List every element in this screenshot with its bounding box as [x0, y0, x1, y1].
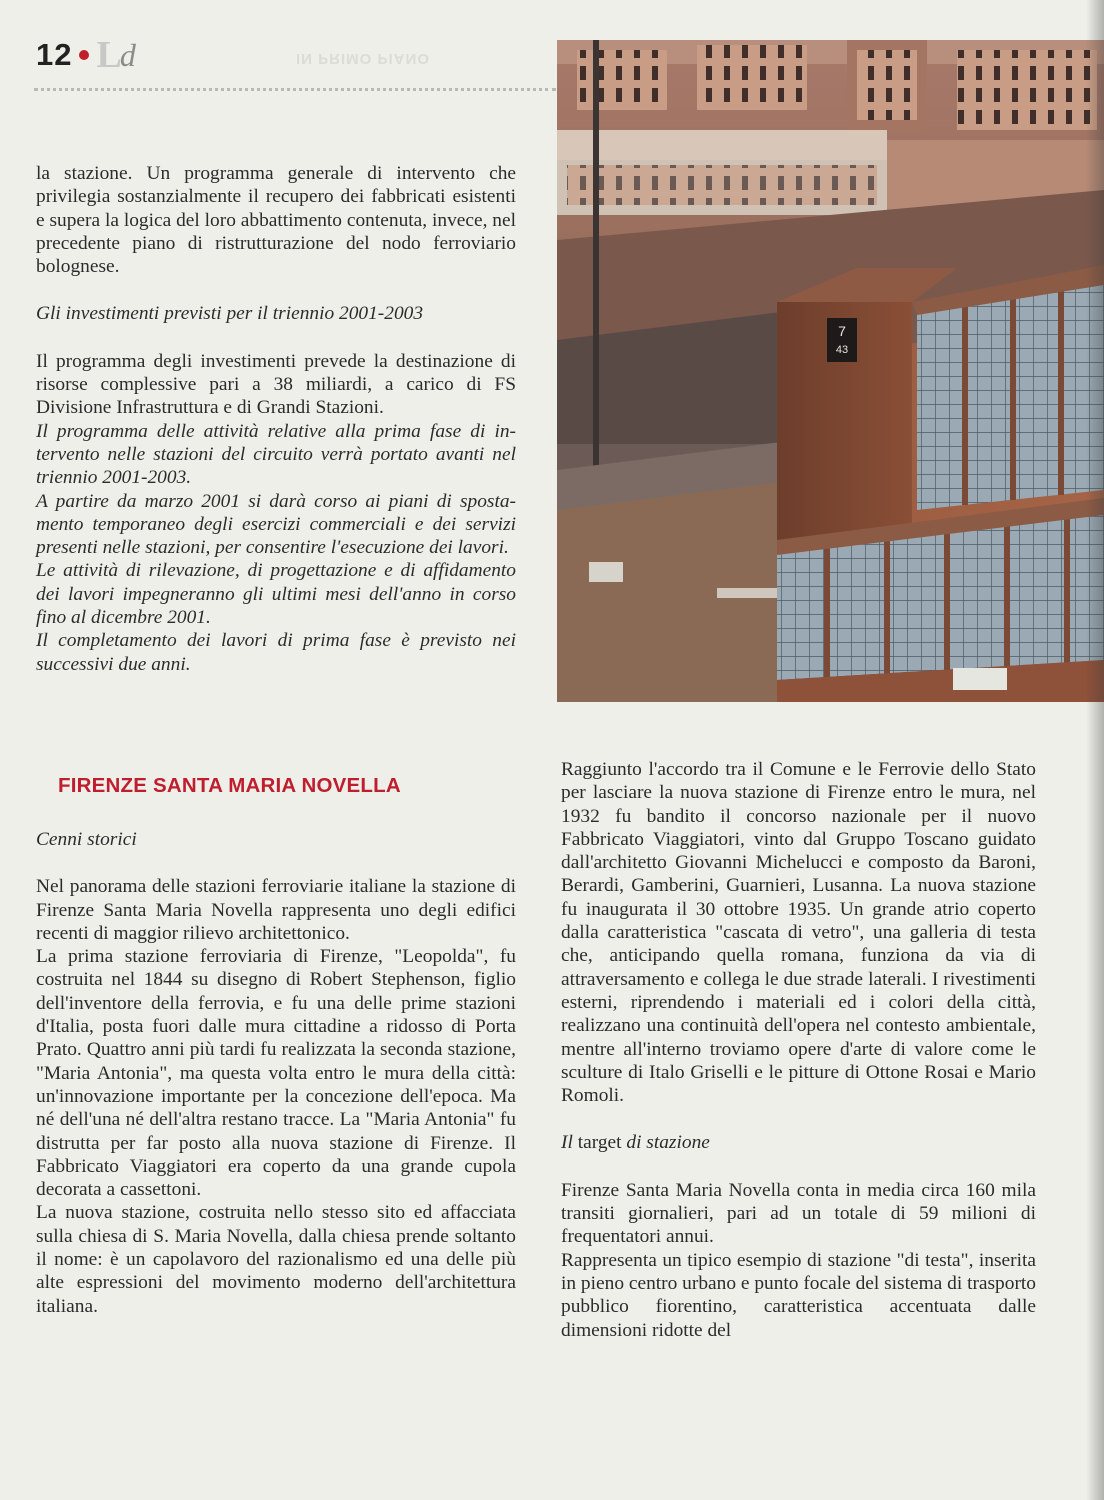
history-paragraph: La prima stazione ferroviaria di Firenze, "Leopolda", fu costruita nel 1844 su disegno di Robert Stephenson, figlio dell'inventore della ferrovia, e fu una delle prime stazioni d'Italia, posta fuori dalle mura cittadine a ridosso di Porta Prato. Quattro anni più tardi fu realizzata la seconda stazione, "Maria Antonia", ma questa volta entro le mura della città: un'innovazione importante per la concezione dell'epoca. Ma né dell'una né dell'altra restano tracce. La "Maria Antonia" fu distrutta per far posto alla nuova stazione di Firenze. Il Fabbricato Viaggiatori era coperto da una grande cupola decorata a cassettoni.	[36, 946, 516, 1201]
tower-sign-bottom: 43	[835, 344, 849, 356]
page-folio	[36, 36, 136, 74]
history-paragraph: La nuova stazione, costruita nello stesso sito ed affacciata sulla chiesa di S. Maria Novella, dalla chiesa prende soltanto il nome: è un capolavoro del razionalismo ed una delle più alte espressioni del movimento moderno dell'architettura italiana.	[36, 1202, 516, 1317]
investments-paragraph: Il programma degli investimenti prevede la destinazione di risorse complessive pari a 38 miliardi, a carico di FS Divisione Infrastruttura e di Grandi Stazioni.	[36, 350, 516, 419]
italic-paragraph: Le attività di rilevazione, di progettazione e di affidamento dei lavori impegneranno gli ultimi mesi dell'anno in corso fino al dicembre 2001.	[36, 560, 516, 629]
section-heading: FIRENZE SANTA MARIA NOVELLA	[58, 774, 401, 797]
target-paragraph: Firenze Santa Maria Novella conta in media circa 160 mila transiti giornalieri, pari ad un totale di 59 milioni di frequentatori annui.	[561, 1179, 1036, 1248]
magazine-logo-letter: L	[96, 34, 122, 76]
show-through-section-header: IN PRIMO PIANO	[296, 50, 431, 67]
competition-paragraph: Raggiunto l'accordo tra il Comune e le Ferrovie dello Stato per lasciare la nuova stazione di Firenze entro le mura, nel 1932 fu bandito il concorso nazionale per il nuovo Fabbricato Viaggiatori, vinto dal Gruppo Toscano guidato dall'architetto Giovanni Michelucci e composto da Baroni, Berardi, Gamberini, Guarnieri, Lusanna. La nuova stazione fu inaugurata il 30 ottobre 1935. Un grande atrio coperto dalla caratteristica "cascata di vetro", una galleria di testa che, anticipando quella romana, funziona da via di attraversamento e collega le due strade laterali. I rivestimenti esterni, riprendendo i materiali ed i colori della città, realizzano una continuità dell'opera nel contesto ambientale, mentre all'interno troviamo opere d'arte di valore come le sculture di Italo Griselli e le pitture di Ottone Rosai e Mario Romoli.	[561, 759, 1036, 1107]
page-gutter-shadow	[1086, 0, 1104, 1500]
left-column-top	[36, 162, 516, 676]
italic-paragraph: Il completamento dei lavori di prima fase è previsto nei successivi due anni.	[36, 630, 516, 675]
target-subheading-rest: di stazione	[626, 1132, 710, 1154]
page-number: 12	[36, 37, 73, 72]
target-subheading	[561, 1131, 1036, 1154]
tower-sign-top: 7	[838, 323, 846, 339]
target-subheading-target: target	[577, 1132, 622, 1154]
history-subheading: Cenni storici	[36, 829, 137, 850]
red-bullet-icon	[79, 50, 89, 60]
italic-paragraph: A partire da marzo 2001 si darà corso ai piani di spostamento temporaneo degli esercizi commerciali e dei servizi presenti nelle stazioni, per consentire l'esecuzione dei lavori.	[36, 490, 516, 559]
target-subheading-il: Il	[561, 1132, 573, 1154]
station-photo	[557, 40, 1104, 702]
target-paragraph: Rappresenta un tipico esempio di stazione "di testa", inserita in pieno centro urbano e punto focale del sistema di trasporto pubblico fiorentino, caratteristica accentuata dalle dimensioni ridotte del	[561, 1249, 1036, 1341]
right-column	[561, 758, 1036, 1342]
header-dotted-rule	[34, 88, 556, 91]
intro-paragraph: la stazione. Un programma generale di intervento che privilegia sostanzialmente il recupero dei fabbricati esistenti e supera la logica del loro abbattimento contenuta, invece, nel precedente piano di ristrutturazione del nodo ferroviario bolognese.	[36, 163, 516, 278]
investments-subheading: Gli investimenti previsti per il triennio 2001-2003	[36, 303, 424, 325]
history-paragraph: Nel panorama delle stazioni ferroviarie italiane la stazione di Firenze Santa Maria Novella rappresenta uno degli edifici recenti di maggior rilievo architettonico.	[36, 876, 516, 944]
magazine-logo-suffix: d	[119, 36, 136, 73]
left-column-bottom	[36, 828, 516, 1318]
italic-paragraph: Il programma delle attività relative alla prima fase di intervento nelle stazioni del circuito verrà portato avanti nel triennio 2001-2003.	[36, 420, 516, 489]
